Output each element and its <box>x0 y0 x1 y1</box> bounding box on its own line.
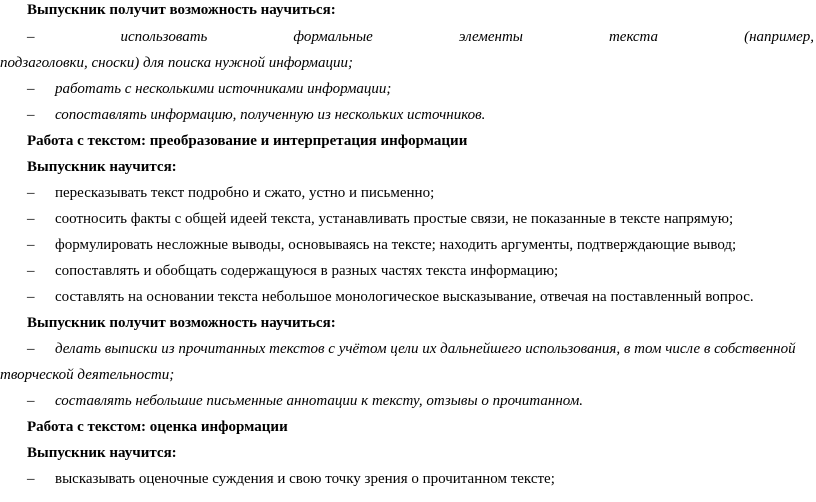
list-item <box>27 235 816 255</box>
section-title: Работа с текстом: оценка информации <box>27 419 288 435</box>
dash: – <box>27 107 35 123</box>
list-item-text: формулировать несложные выводы, основываясь на тексте; находить аргументы, подтверждающие вывод; <box>55 237 737 253</box>
dash: – <box>27 211 35 227</box>
list-item-text: сопоставлять информацию, полученную из нескольких источников. <box>55 107 486 123</box>
list-item <box>27 79 816 99</box>
word: элементы <box>458 29 523 45</box>
list-item <box>27 339 816 359</box>
list-item-continuation: подзаголовки, сноски) для поиска нужной информации; <box>0 55 353 71</box>
dash: – <box>27 393 35 409</box>
dash: – <box>27 29 35 45</box>
dash: – <box>27 341 35 357</box>
list-item <box>27 183 816 203</box>
list-item-text: составлять на основании текста небольшое монологическое высказывание, отвечая на поставленный вопрос. <box>55 289 754 305</box>
list-item <box>27 27 814 47</box>
section-heading: Выпускник получит возможность научиться: <box>27 2 336 18</box>
list-item <box>27 391 816 411</box>
list-item-text: пересказывать текст подробно и сжато, устно и письменно; <box>55 185 435 201</box>
list-item <box>27 287 816 307</box>
list-item-text: составлять небольшие письменные аннотации к тексту, отзывы о прочитанном. <box>55 393 584 409</box>
list-item <box>27 105 816 125</box>
section-heading: Выпускник научится: <box>27 159 177 175</box>
list-item-text: работать с несколькими источниками информации; <box>55 81 392 97</box>
list-item <box>27 261 816 281</box>
list-item <box>27 209 816 229</box>
word: (например, <box>744 29 814 45</box>
dash: – <box>27 263 35 279</box>
list-item-text: соотносить факты с общей идеей текста, устанавливать простые связи, не показанные в тексте напрямую; <box>55 211 734 227</box>
list-item <box>27 469 816 489</box>
section-heading: Выпускник получит возможность научиться: <box>27 315 336 331</box>
dash: – <box>27 237 35 253</box>
word: формальные <box>293 29 373 45</box>
section-heading: Выпускник научится: <box>27 445 177 461</box>
word: текста <box>608 29 659 45</box>
section-title: Работа с текстом: преобразование и интерпретация информации <box>27 133 468 149</box>
dash: – <box>27 81 35 97</box>
dash: – <box>27 185 35 201</box>
dash: – <box>27 471 35 487</box>
word: использовать <box>120 29 208 45</box>
list-item-text: сопоставлять и обобщать содержащуюся в разных частях текста информацию; <box>55 263 559 279</box>
list-item-text: делать выписки из прочитанных текстов с учётом цели их дальнейшего использования, в том числе в собственной <box>55 341 796 357</box>
list-item-continuation: творческой деятельности; <box>0 367 175 383</box>
dash: – <box>27 289 35 305</box>
list-item-text: высказывать оценочные суждения и свою точку зрения о прочитанном тексте; <box>55 471 555 487</box>
